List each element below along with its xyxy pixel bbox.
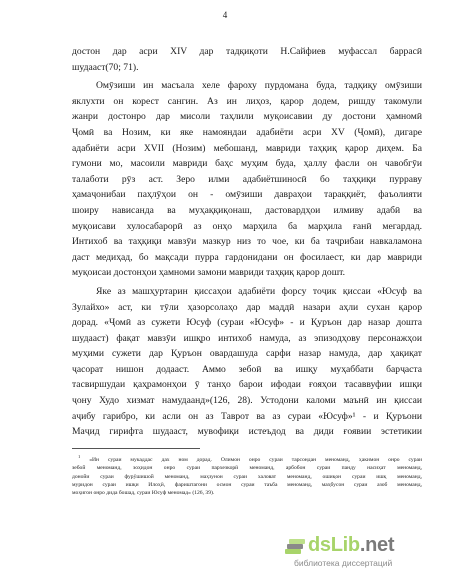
footnote-line: муридон сураи ишқи Илоҳӣ, фариштагони осмон сураи таъба меноманд, маҳбусон сураи азоб меноманд, — [72, 482, 422, 489]
text-line: шудааст) фақат мавзӯи ишқро интихоб намуда, аз эпизодҳову персонажҳои — [72, 332, 422, 344]
text-line: муқоисави хулосабарорӣ аз онҳо марҳила ба марҳила ғанӣ мегардад. — [72, 220, 422, 232]
watermark-logo-domain: .net — [359, 534, 395, 556]
text-line: муқоисаи достонҳои ҳамноми замони мавриди таҳқиқ қарор дошт. — [72, 267, 345, 279]
footnote-line: зебой меноманд, зоҳидон онро сураи пархезкорӣ меноманд, арбобон сураи панду насиҳат меноманд, — [72, 465, 422, 472]
footnote-line — [72, 453, 422, 464]
text-line: ҷасорат нишон додааст. Аммо зебоӣ ва ишқу муҳаббати барҷаста — [72, 363, 422, 375]
text-line: гумони мо, масоили мавриди баҳс муҳим буда, ҳаллу фасли он чавобгӯи — [72, 158, 422, 170]
text-line: дорад. «Ҷомӣ аз сужети Юсуф (сураи «Юсуф» - и Қуръон дар назар дошта — [72, 317, 422, 329]
text-line: тасвиршудаи қаҳрамонҳои ӯ танҳо барои ифодаи ғояҳои тасаввуфии ишқи — [72, 379, 422, 391]
text-line: достон дар асри XIV дар тадқиқоти Н.Сайфиев муфассал баррасӣ — [72, 46, 422, 57]
text-line: Омӯзиши ин масъала хеле фароху пурдомана буда, тадқиқу омӯзиши — [96, 80, 422, 92]
footnote-divider — [72, 448, 200, 449]
text-line: жанри достонро дар мисоли таҳлили муқоисавии ду достони ҳамномӣ — [72, 111, 422, 123]
footnote — [72, 453, 422, 498]
text-line: шоиру нависанда ва муҳаққиқонаш, дастовардҳои илмиву адабӣ ва — [72, 204, 422, 216]
watermark — [280, 534, 430, 574]
text-line: ҳамаҷонибаи паҳлӯҳои он - омӯзиши давраҳои тараққиёт, фаъолияти — [72, 189, 422, 201]
text-line: Яке аз машҳуртарин қиссаҳои адабиёти форсу тоҷик қиссаи «Юсуф ва — [96, 285, 422, 297]
page-number: 4 — [222, 10, 228, 20]
text-line: муҳими сужети дар Қуръон овардашуда сарфи назар намуда, дар ҳақиқат — [72, 348, 422, 360]
text-line: Зулайхо» аст, ки тӯли ҳазорсолаҳо дар маддӣ назари аҳли сухан қарор — [72, 301, 422, 313]
footnote-text: «Ин сураи мукаддас дах ном дорад. Олимон онро сураи тарсондан меноманд, ҳакимон онро сураи — [89, 456, 422, 463]
body-text — [72, 44, 422, 440]
text-line: яклухти он корест сангин. Аз ин лиҳоз, қарор додем, ришду такомули — [72, 95, 422, 107]
footnote-line: донойи сураи фурӯшишой меноманд, маҳзунон сураи халоват меноманд, ошиқон сураи ишқ меноманд, — [72, 473, 422, 480]
text-line: талаботи рӯз аст. Зеро илми адабиётшиносӣ бо таҳқиқи пурраву — [72, 173, 422, 185]
text-line: даст медиҳад, бо мақсади пурра гардонидани он фосилаест, ки дар мавриди — [72, 251, 422, 263]
footnote-marker: 1 — [78, 454, 81, 459]
watermark-logo-main: dsLib — [308, 534, 360, 556]
text-line: адабиёти асри XVII (Нозим) мебошанд, мавриди таҳқиқ қарор диҳем. Ба — [72, 142, 422, 154]
watermark-logo — [308, 534, 394, 557]
footnote-line: моҳигон онро дида бошад, сураи Юсуф меномад» (126, 39). — [72, 490, 215, 497]
text-line: Маҷид гирифта шудааст, мувофиқи истеъдод ва диди ғоявии эстетикии — [72, 426, 422, 438]
watermark-subtitle: библиотека диссертаций — [294, 558, 393, 568]
text-line: ҷону Худо хизмат намудаанд»(126, 28). Устодони каломи маънӣ ин қиссаи — [72, 395, 422, 407]
text-line: шудааст(70; 71). — [72, 61, 139, 73]
book-stack-icon — [284, 538, 306, 556]
text-line: аҷибу гарибро, ки асли он аз Таврот ва аз сураи «Юсуф»¹ - и Қуръони — [72, 410, 422, 422]
text-line: Ҷомӣ ва Нозим, ки яке намояндаи адабиёти асри XV (Ҷомӣ), дигаре — [72, 126, 422, 138]
text-line: Интихоб ва таҳқиқи мавзӯи мазкур низ то чое, ки ба таҷрибаи навкаламона — [72, 236, 422, 248]
